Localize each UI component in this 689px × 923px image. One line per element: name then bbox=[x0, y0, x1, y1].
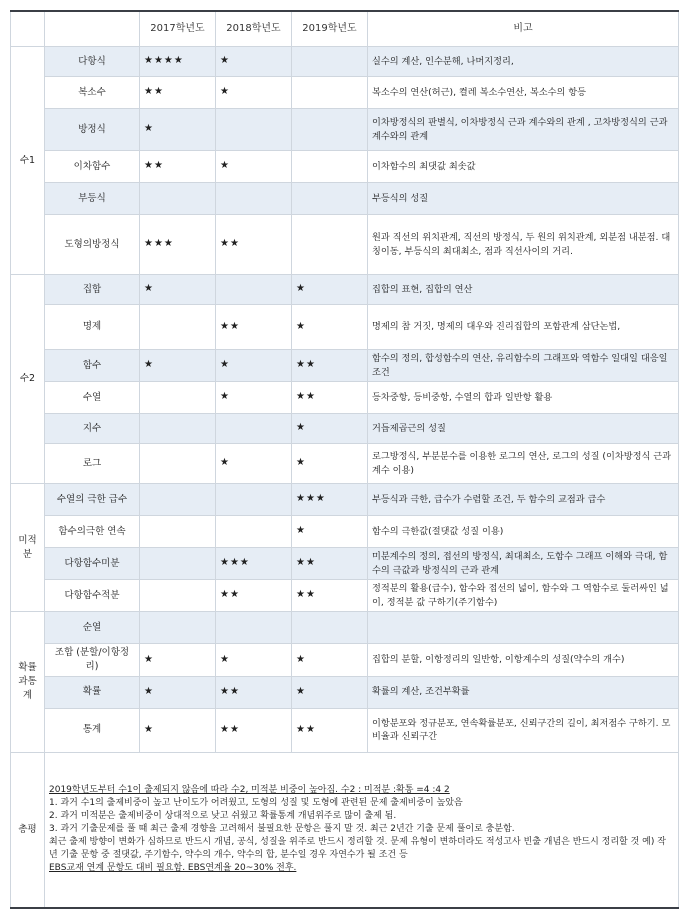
rating-2019: ★★★ bbox=[292, 484, 368, 516]
rating-2018: ★★ bbox=[216, 215, 292, 275]
note-cell: 이차방정식의 판별식, 이차방정식 근과 계수와의 관계 , 고차방정식의 근과계수와의 관계 bbox=[368, 109, 679, 151]
rating-2019: ★ bbox=[292, 414, 368, 444]
rating-2017 bbox=[140, 183, 216, 215]
topic-cell: 부등식 bbox=[45, 183, 140, 215]
rating-2018 bbox=[216, 516, 292, 548]
rating-2017 bbox=[140, 612, 216, 644]
note-cell: 함수의 극한값(절댓값 성질 이용) bbox=[368, 516, 679, 548]
table-row bbox=[11, 548, 679, 580]
topic-cell: 다항함수미분 bbox=[45, 548, 140, 580]
rating-2017 bbox=[140, 305, 216, 350]
note-cell: 집합의 표현, 집합의 연산 bbox=[368, 275, 679, 305]
header-cell bbox=[11, 11, 45, 47]
summary-line: 2. 과거 미적분은 출제비중이 상대적으로 낮고 쉬웠고 확률통계 개념위주로 많이 출제 됨. bbox=[49, 810, 397, 821]
header-row bbox=[11, 11, 679, 47]
rating-2018 bbox=[216, 183, 292, 215]
table-row bbox=[11, 151, 679, 183]
table-row bbox=[11, 484, 679, 516]
summary-row bbox=[11, 752, 679, 908]
rating-2018 bbox=[216, 275, 292, 305]
note-cell: 로그방정식, 부분분수를 이용한 로그의 연산, 로그의 성질 (이차방정식 근과 계수 이용) bbox=[368, 444, 679, 484]
rating-2017: ★★★ bbox=[140, 215, 216, 275]
topic-cell: 이차함수 bbox=[45, 151, 140, 183]
rating-2018: ★★ bbox=[216, 305, 292, 350]
summary-line: 3. 과거 기출문제를 풀 때 최근 출제 경향을 고려해서 불필요한 문항은 풀지 말 것. 최근 2년간 기출 문제 풀이로 충분함. bbox=[49, 824, 515, 834]
exam-analysis-table bbox=[10, 10, 679, 909]
rating-2018 bbox=[216, 612, 292, 644]
rating-2018: ★ bbox=[216, 350, 292, 382]
topic-cell: 수열 bbox=[45, 382, 140, 414]
header-note: 비고 bbox=[368, 11, 679, 47]
note-cell: 등차중항, 등비중항, 수열의 합과 일반항 활용 bbox=[368, 382, 679, 414]
note-cell: 확률의 계산, 조건부확률 bbox=[368, 676, 679, 708]
topic-cell: 지수 bbox=[45, 414, 140, 444]
rating-2017: ★ bbox=[140, 109, 216, 151]
summary-line: 1. 과거 수1의 출제비중이 높고 난이도가 어려웠고, 도형의 성질 및 도형에 관련된 문제 출제비중이 높았음 bbox=[49, 797, 463, 808]
rating-2019 bbox=[292, 109, 368, 151]
rating-2018: ★★ bbox=[216, 676, 292, 708]
topic-cell: 통계 bbox=[45, 708, 140, 752]
rating-2019: ★★ bbox=[292, 580, 368, 612]
note-cell: 미분계수의 정의, 접선의 방정식, 최대최소, 도함수 그래프 이해와 극대, 함수의 극값과 방정식의 근과 관계 bbox=[368, 548, 679, 580]
rating-2019: ★ bbox=[292, 676, 368, 708]
subject-group-label: 수2 bbox=[11, 275, 45, 484]
topic-cell: 확률 bbox=[45, 676, 140, 708]
topic-cell: 다항식 bbox=[45, 47, 140, 77]
rating-2019: ★★ bbox=[292, 350, 368, 382]
topic-cell: 도형의방정식 bbox=[45, 215, 140, 275]
rating-2018 bbox=[216, 484, 292, 516]
rating-2017 bbox=[140, 580, 216, 612]
table-row bbox=[11, 644, 679, 677]
note-cell: 이차함수의 최댓값 최솟값 bbox=[368, 151, 679, 183]
rating-2019 bbox=[292, 47, 368, 77]
note-cell: 정적분의 활용(급수), 함수와 접선의 넓이, 함수와 그 역함수로 둘러싸인 넓이, 정적분 값 구하기(주기함수) bbox=[368, 580, 679, 612]
summary-label: 총평 bbox=[11, 752, 45, 908]
rating-2018: ★ bbox=[216, 151, 292, 183]
rating-2019 bbox=[292, 612, 368, 644]
rating-2019 bbox=[292, 215, 368, 275]
table-row bbox=[11, 612, 679, 644]
rating-2019: ★ bbox=[292, 516, 368, 548]
header-year-2019: 2019학년도 bbox=[292, 11, 368, 47]
table-row bbox=[11, 77, 679, 109]
subject-group-label: 확률과통계 bbox=[11, 612, 45, 753]
rating-2018 bbox=[216, 414, 292, 444]
table-row bbox=[11, 215, 679, 275]
header-year-2017: 2017학년도 bbox=[140, 11, 216, 47]
rating-2019: ★ bbox=[292, 644, 368, 677]
rating-2019 bbox=[292, 151, 368, 183]
table-row bbox=[11, 350, 679, 382]
rating-2018: ★ bbox=[216, 77, 292, 109]
rating-2017: ★ bbox=[140, 708, 216, 752]
note-cell: 부등식의 성질 bbox=[368, 183, 679, 215]
rating-2018 bbox=[216, 109, 292, 151]
rating-2017: ★★ bbox=[140, 151, 216, 183]
rating-2018: ★★★ bbox=[216, 548, 292, 580]
header-cell bbox=[45, 11, 140, 47]
note-cell: 명제의 참 거짓, 명제의 대우와 진리집합의 포함관계 삼단논법, bbox=[368, 305, 679, 350]
note-cell: 원과 직선의 위치관계, 직선의 방정식, 두 원의 위치관계, 외분점 내분점. 대칭이동, 부등식의 최대최소, 점과 직선사이의 거리. bbox=[368, 215, 679, 275]
summary-line: 최근 출제 방향이 변화가 심하므로 반드시 개념, 공식, 성질을 위주로 반드시 정리할 것. 문제 유형이 변하더라도 적성고사 빈출 개념은 반드시 정리할 것 예) 작년 기출 문항 중 절댓값, 주기함수, 약수의 개수, 약수의 합, 분수일 경우 자연수가 될 조건 등 bbox=[49, 837, 666, 861]
rating-2017 bbox=[140, 516, 216, 548]
topic-cell: 수열의 극한 급수 bbox=[45, 484, 140, 516]
topic-cell: 함수 bbox=[45, 350, 140, 382]
table-row bbox=[11, 516, 679, 548]
subject-group-label: 수1 bbox=[11, 47, 45, 275]
rating-2017: ★ bbox=[140, 644, 216, 677]
rating-2017: ★ bbox=[140, 275, 216, 305]
rating-2019 bbox=[292, 77, 368, 109]
rating-2017: ★★ bbox=[140, 77, 216, 109]
rating-2019 bbox=[292, 183, 368, 215]
rating-2017: ★ bbox=[140, 350, 216, 382]
rating-2018: ★★ bbox=[216, 580, 292, 612]
rating-2019: ★ bbox=[292, 275, 368, 305]
topic-cell: 집합 bbox=[45, 275, 140, 305]
note-cell: 실수의 계산, 인수분해, 나머지정리, bbox=[368, 47, 679, 77]
table-row bbox=[11, 47, 679, 77]
table-row bbox=[11, 676, 679, 708]
rating-2018: ★ bbox=[216, 382, 292, 414]
table-row bbox=[11, 275, 679, 305]
rating-2018: ★ bbox=[216, 47, 292, 77]
rating-2017: ★ bbox=[140, 676, 216, 708]
topic-cell: 조합 (분할/이항정리) bbox=[45, 644, 140, 677]
topic-cell: 복소수 bbox=[45, 77, 140, 109]
table-row bbox=[11, 109, 679, 151]
header-year-2018: 2018학년도 bbox=[216, 11, 292, 47]
rating-2017 bbox=[140, 484, 216, 516]
topic-cell: 다항함수적분 bbox=[45, 580, 140, 612]
rating-2017 bbox=[140, 548, 216, 580]
rating-2019: ★★ bbox=[292, 382, 368, 414]
table-row bbox=[11, 183, 679, 215]
rating-2019: ★★ bbox=[292, 548, 368, 580]
rating-2018: ★ bbox=[216, 444, 292, 484]
subject-group-label: 미적분 bbox=[11, 484, 45, 612]
table-row bbox=[11, 414, 679, 444]
table-row bbox=[11, 382, 679, 414]
note-cell: 거듭제곱근의 성질 bbox=[368, 414, 679, 444]
topic-cell: 명제 bbox=[45, 305, 140, 350]
topic-cell: 함수의극한 연속 bbox=[45, 516, 140, 548]
note-cell: 함수의 정의, 합성함수의 연산, 유리함수의 그래프와 역함수 일대일 대응일 조건 bbox=[368, 350, 679, 382]
rating-2019: ★ bbox=[292, 444, 368, 484]
note-cell: 복소수의 연산(허근), 켤레 복소수연산, 복소수의 항등 bbox=[368, 77, 679, 109]
summary-body bbox=[45, 752, 679, 908]
note-cell bbox=[368, 612, 679, 644]
rating-2017 bbox=[140, 444, 216, 484]
rating-2018: ★ bbox=[216, 644, 292, 677]
note-cell: 이항분포와 정규분포, 연속확률분포, 신뢰구간의 길이, 최저점수 구하기. 모비율과 신뢰구간 bbox=[368, 708, 679, 752]
rating-2019: ★ bbox=[292, 305, 368, 350]
note-cell: 부등식과 극한, 급수가 수렴할 조건, 두 함수의 교점과 급수 bbox=[368, 484, 679, 516]
table-row bbox=[11, 708, 679, 752]
table-row bbox=[11, 305, 679, 350]
rating-2018: ★★ bbox=[216, 708, 292, 752]
rating-2017 bbox=[140, 414, 216, 444]
note-cell: 집합의 분할, 이항정리의 일반항, 이항계수의 성질(약수의 개수) bbox=[368, 644, 679, 677]
table-row bbox=[11, 580, 679, 612]
rating-2019: ★★ bbox=[292, 708, 368, 752]
topic-cell: 방정식 bbox=[45, 109, 140, 151]
table-row bbox=[11, 444, 679, 484]
topic-cell: 로그 bbox=[45, 444, 140, 484]
summary-line: 2019학년도부터 수1이 출제되지 않음에 따라 수2, 미적분 비중이 높아짐. 수2 : 미적분 :확통 =4 :4 2 bbox=[49, 784, 450, 795]
rating-2017 bbox=[140, 382, 216, 414]
summary-line: EBS교재 연계 문항도 대비 필요함. EBS연계율 20~30% 전후. bbox=[49, 863, 297, 874]
rating-2017: ★★★★ bbox=[140, 47, 216, 77]
topic-cell: 순열 bbox=[45, 612, 140, 644]
